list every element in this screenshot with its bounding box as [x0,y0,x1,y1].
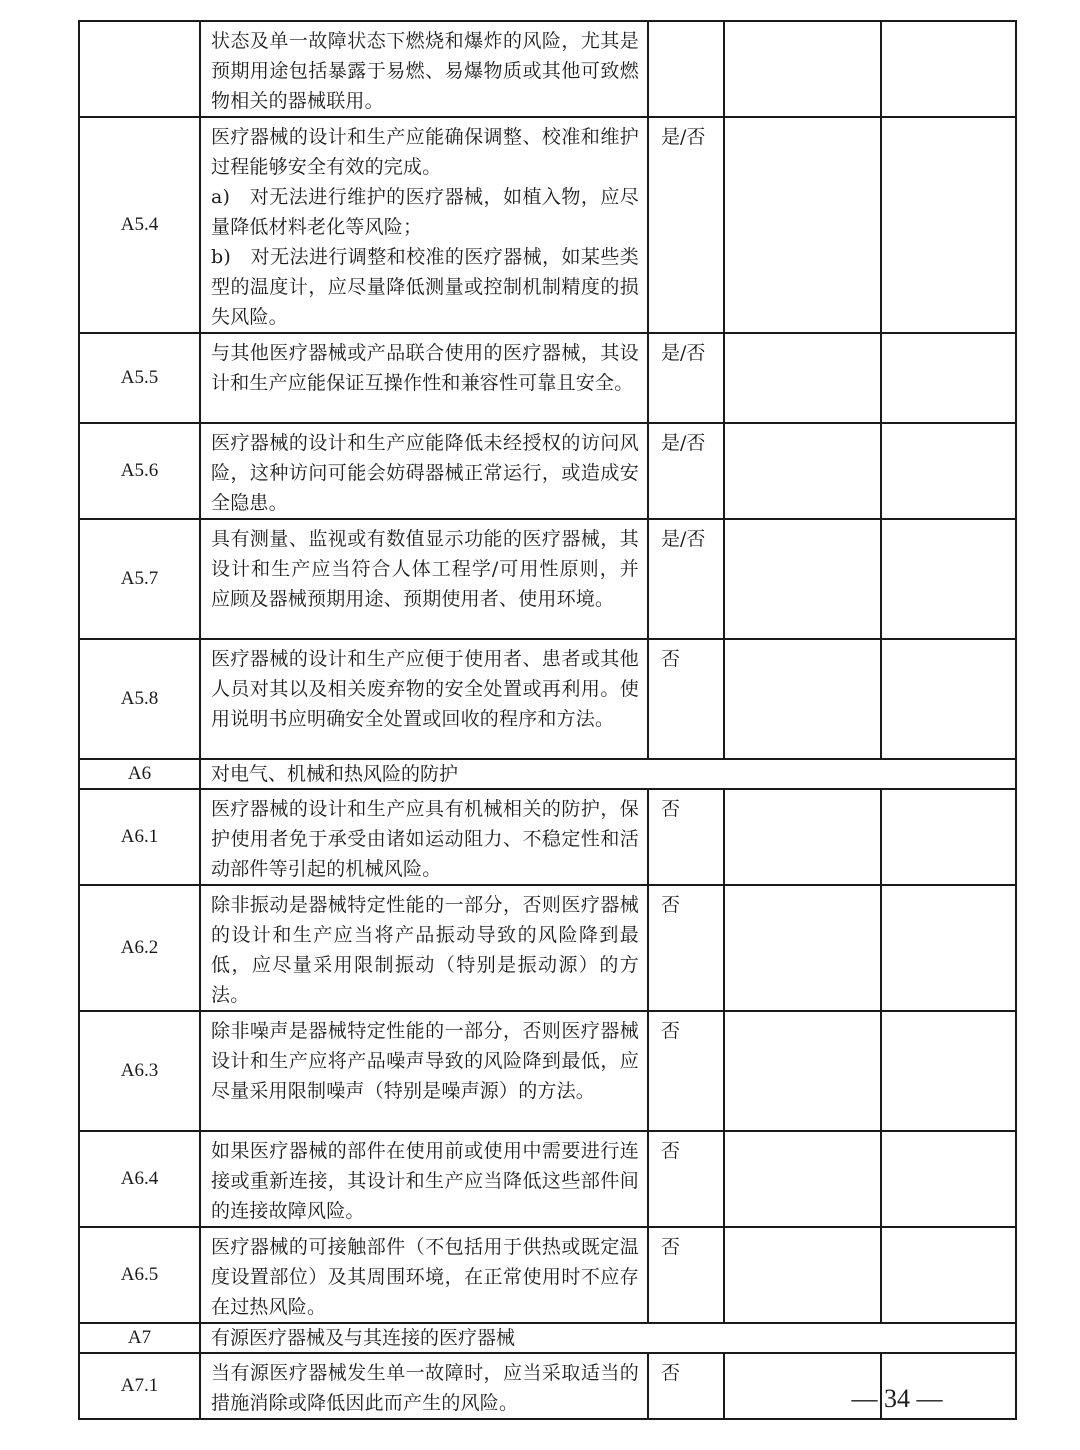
requirement-text: 当有源医疗器械发生单一故障时，应当采取适当的措施消除或降低因此而产生的风险。 [200,1353,648,1419]
document-cell [881,117,1016,333]
applicability-cell [648,21,724,117]
table-row [79,519,1016,639]
evidence-cell [724,789,881,885]
evidence-cell [724,885,881,1011]
clause-code: A6.4 [79,1131,200,1227]
applicability-cell: 否 [648,885,724,1011]
applicability-cell: 是/否 [648,423,724,519]
evidence-cell [724,423,881,519]
document-cell [881,885,1016,1011]
evidence-cell [724,117,881,333]
requirement-item-a: a) 对无法进行维护的医疗器械，如植入物，应尽量降低材料老化等风险； [211,186,639,238]
section-code: A6 [79,759,200,789]
table-row [79,423,1016,519]
requirement-main: 医疗器械的设计和生产应能确保调整、校准和维护过程能够安全有效的完成。 [211,126,639,178]
page-number: — 34 — [851,1384,943,1413]
evidence-cell [724,1131,881,1227]
applicability-cell: 否 [648,1011,724,1131]
clause-code: A6.2 [79,885,200,1011]
requirement-text: 医疗器械的可接触部件（不包括用于供热或既定温度设置部位）及其周围环境，在正常使用时不应存在过热风险。 [200,1227,648,1323]
document-cell [881,519,1016,639]
section-code: A7 [79,1323,200,1353]
document-cell [881,1011,1016,1131]
applicability-cell: 否 [648,639,724,759]
clause-code: A5.4 [79,117,200,333]
clause-code: A5.6 [79,423,200,519]
clause-code: A6.5 [79,1227,200,1323]
applicability-cell: 否 [648,1353,724,1419]
requirements-table [78,20,1017,1420]
table-row [79,333,1016,423]
evidence-cell [724,1227,881,1323]
requirement-text: 与其他医疗器械或产品联合使用的医疗器械，其设计和生产应能保证互操作性和兼容性可靠且安全。 [200,333,648,423]
table-row [79,885,1016,1011]
requirement-text: 除非振动是器械特定性能的一部分，否则医疗器械的设计和生产应当将产品振动导致的风险降到最低，应尽量采用限制振动（特别是振动源）的方法。 [200,885,648,1011]
table-row [79,1011,1016,1131]
section-row [79,759,1016,789]
requirement-text: 医疗器械的设计和生产应具有机械相关的防护，保护使用者免于承受由诸如运动阻力、不稳定性和活动部件等引起的机械风险。 [200,789,648,885]
clause-code [79,21,200,117]
applicability-cell: 是/否 [648,333,724,423]
table-row [79,1131,1016,1227]
document-cell [881,1227,1016,1323]
document-cell [881,1131,1016,1227]
evidence-cell [724,1011,881,1131]
document-cell [881,423,1016,519]
requirement-text: 医疗器械的设计和生产应便于使用者、患者或其他人员对其以及相关废弃物的安全处置或再利用。使用说明书应明确安全处置或回收的程序和方法。 [200,639,648,759]
document-cell [881,639,1016,759]
clause-code: A5.5 [79,333,200,423]
clause-code: A6.3 [79,1011,200,1131]
table-row [79,21,1016,117]
requirement-item-b: b) 对无法进行调整和校准的医疗器械，如某些类型的温度计，应尽量降低测量或控制机制精度的损失风险。 [211,246,639,328]
clause-code: A5.8 [79,639,200,759]
table-row [79,1227,1016,1323]
document-cell [881,21,1016,117]
section-title: 对电气、机械和热风险的防护 [200,759,1016,789]
document-cell [881,789,1016,885]
applicability-cell: 是/否 [648,117,724,333]
applicability-cell: 是/否 [648,519,724,639]
clause-code: A7.1 [79,1353,200,1419]
applicability-cell: 否 [648,1227,724,1323]
requirement-text [200,117,648,333]
section-row [79,1323,1016,1353]
requirement-text: 除非噪声是器械特定性能的一部分，否则医疗器械设计和生产应将产品噪声导致的风险降到最低，应尽量采用限制噪声（特别是噪声源）的方法。 [200,1011,648,1131]
evidence-cell [724,333,881,423]
requirement-text: 状态及单一故障状态下燃烧和爆炸的风险，尤其是预期用途包括暴露于易燃、易爆物质或其他可致燃物相关的器械联用。 [200,21,648,117]
evidence-cell [724,639,881,759]
table-row [79,117,1016,333]
clause-code: A6.1 [79,789,200,885]
requirement-text: 医疗器械的设计和生产应能降低未经授权的访问风险，这种访问可能会妨碍器械正常运行，或造成安全隐患。 [200,423,648,519]
clause-code: A5.7 [79,519,200,639]
applicability-cell: 否 [648,1131,724,1227]
requirement-text: 具有测量、监视或有数值显示功能的医疗器械，其设计和生产应当符合人体工程学/可用性原则，并应顾及器械预期用途、预期使用者、使用环境。 [200,519,648,639]
section-title: 有源医疗器械及与其连接的医疗器械 [200,1323,1016,1353]
document-cell [881,333,1016,423]
evidence-cell [724,519,881,639]
table-row [79,639,1016,759]
evidence-cell [724,21,881,117]
table-row [79,789,1016,885]
requirement-text: 如果医疗器械的部件在使用前或使用中需要进行连接或重新连接，其设计和生产应当降低这些部件间的连接故障风险。 [200,1131,648,1227]
applicability-cell: 否 [648,789,724,885]
